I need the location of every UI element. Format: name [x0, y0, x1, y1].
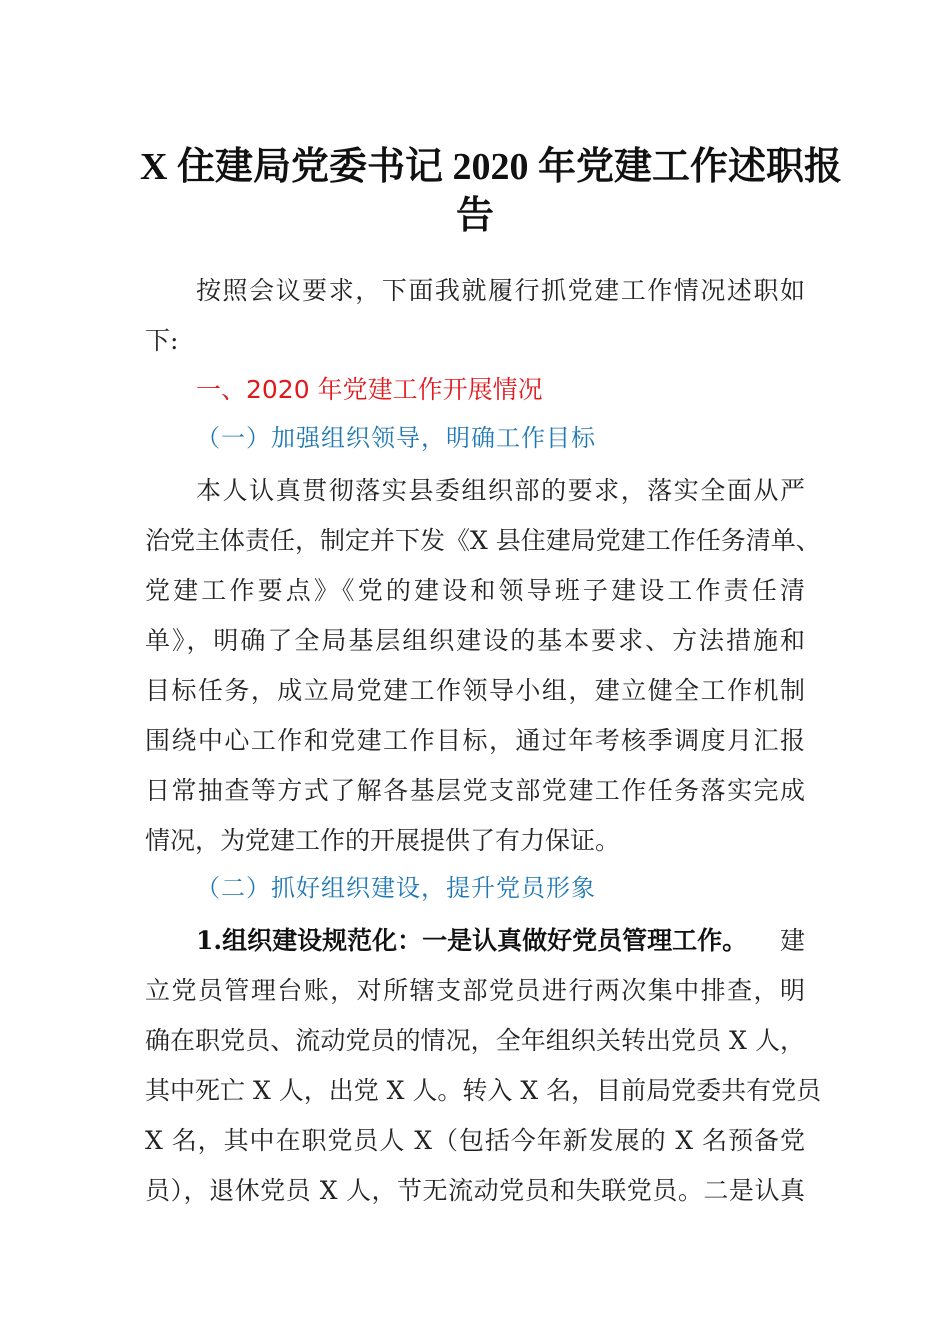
subsection-heading-1: （一）加强组织领导，明确工作目标 — [196, 424, 596, 452]
paragraph-line: 治党主体责任，制定并下发《X 县住建局党建工作任务清单、 — [145, 526, 821, 555]
document-title-line1: X 住建局党委书记 2020 年党建工作述职报 — [140, 146, 842, 188]
paragraph-line: 本人认真贯彻落实县委组织部的要求，落实全面从严 — [196, 476, 805, 505]
paragraph-line: X 名，其中在职党员人 X（包括今年新发展的 X 名预备党 — [145, 1126, 805, 1155]
lead-rest-text: 建 — [779, 926, 805, 955]
paragraph-line: 立党员管理台账，对所辖支部党员进行两次集中排查，明 — [145, 976, 805, 1005]
intro-line1: 按照会议要求，下面我就履行抓党建工作情况述职如 — [196, 276, 805, 305]
paragraph-line: 其中死亡 X 人，出党 X 人。转入 X 名，目前局党委共有党员 — [145, 1076, 822, 1105]
paragraph-line: 员），退休党员 X 人，节无流动党员和失联党员。二是认真 — [145, 1176, 805, 1205]
paragraph-line: 党建工作要点》《党的建设和领导班子建设工作责任清 — [145, 576, 805, 605]
paragraph-line: 单》，明确了全局基层组织建设的基本要求、方法措施和 — [145, 626, 805, 655]
paragraph-line: 目标任务，成立局党建工作领导小组，建立健全工作机制 — [145, 676, 805, 705]
bold-lead-text: 1.组织建设规范化：一是认真做好党员管理工作。 — [196, 926, 748, 955]
paragraph-line: 确在职党员、流动党员的情况，全年组织关转出党员 X 人， — [145, 1026, 805, 1055]
section-heading: 一、2020 年党建工作开展情况 — [196, 375, 543, 404]
paragraph-line: 围绕中心工作和党建工作目标，通过年考核季调度月汇报 — [145, 726, 805, 755]
paragraph-lead-line — [196, 928, 805, 953]
paragraph-line: 情况，为党建工作的开展提供了有力保证。 — [145, 826, 621, 855]
intro-line2: 下: — [145, 326, 179, 355]
paragraph-line: 日常抽查等方式了解各基层党支部党建工作任务落实完成 — [145, 776, 805, 805]
subsection-heading-2: （二）抓好组织建设，提升党员形象 — [196, 874, 596, 902]
document-title-line2: 告 — [455, 195, 494, 237]
